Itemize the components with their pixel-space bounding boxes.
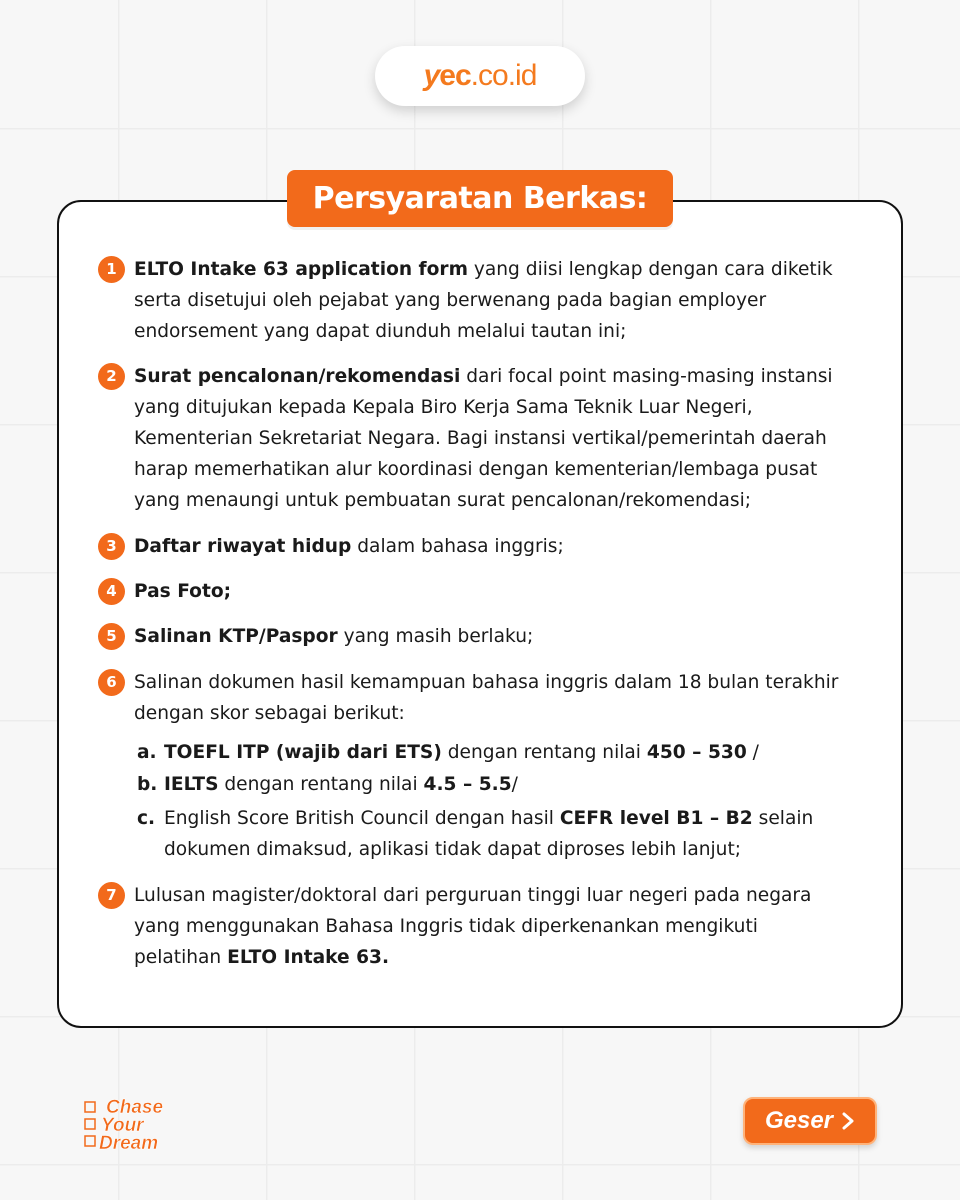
sub-a-bold1: TOEFL ITP (wajib dari ETS) <box>164 742 442 763</box>
req2-bold: Surat pencalonan/rekomendasi <box>134 366 461 387</box>
number-badge: 5 <box>98 623 125 650</box>
req7-bold: ELTO Intake 63. <box>227 947 390 968</box>
number-badge: 3 <box>98 533 125 560</box>
sub-c-bold1: CEFR level B1 – B2 <box>559 808 753 829</box>
next-button[interactable] <box>743 1097 877 1145</box>
next-button-label: Geser <box>764 1107 834 1134</box>
req2-line2: yang ditujukan kepada Kepala Biro Kerja Sama Teknik Luar Negeri, <box>134 397 753 418</box>
req1-line2: serta disetujui oleh pejabat yang berwenang pada bagian employer <box>134 290 767 311</box>
req1-line3: endorsement yang dapat diunduh melalui tautan ini; <box>134 321 627 342</box>
number-badge: 6 <box>98 669 125 696</box>
tagline-chase: Chase <box>106 1097 164 1118</box>
req3-bold: Daftar riwayat hidup <box>134 536 352 557</box>
req6-line1: Salinan dokumen hasil kemampuan bahasa inggris dalam 18 bulan terakhir <box>134 672 839 693</box>
number-badge: 7 <box>98 882 125 909</box>
req7-line1: Lulusan magister/doktoral dari perguruan tinggi luar negeri pada negara <box>134 885 812 906</box>
tagline-dream: Dream <box>99 1133 159 1154</box>
sub-letter: c. <box>137 808 156 829</box>
sub-letter: b. <box>137 774 158 795</box>
number-badge: 2 <box>98 363 125 390</box>
sub-letter: a. <box>137 742 157 763</box>
logo-ec: ec <box>439 59 471 92</box>
sub-a-text1: dengan rentang nilai <box>441 742 647 763</box>
req1-text: yang diisi lengkap dengan cara diketik <box>467 259 833 280</box>
req7-line2: yang menggunakan Bahasa Inggris tidak diperkenankan mengikuti <box>134 916 758 937</box>
logo-y: y <box>423 59 440 92</box>
sub-b-text1: dengan rentang nilai <box>218 774 424 795</box>
sub-b-bold2: 4.5 – 5.5 <box>423 774 512 795</box>
req6-line2: dengan skor sebagai berikut: <box>134 703 405 724</box>
req2-line4: harap memerhatikan alur koordinasi dengan kementerian/lembaga pusat <box>134 459 818 480</box>
tagline-your: Your <box>101 1115 144 1136</box>
req1-bold: ELTO Intake 63 application form <box>134 259 468 280</box>
card-title: Persyaratan Berkas: <box>287 170 673 227</box>
req5-text: yang masih berlaku; <box>337 626 534 647</box>
req7-text: pelatihan <box>134 947 228 968</box>
req2-text: dari focal point masing-masing instansi <box>460 366 833 387</box>
sub-c-text0: English Score British Council dengan hasil <box>164 808 560 829</box>
sub-b-text2: / <box>511 774 518 795</box>
sub-b-bold1: IELTS <box>164 774 219 795</box>
number-badge: 1 <box>98 256 125 283</box>
req2-line3: Kementerian Sekretariat Negara. Bagi instansi vertikal/pemerintah daerah <box>134 428 827 449</box>
chevron-right-icon <box>841 1112 855 1130</box>
number-badge: 4 <box>98 578 125 605</box>
req3-text: dalam bahasa inggris; <box>351 536 564 557</box>
sub-a-bold2: 450 – 530 <box>646 742 747 763</box>
req5-bold: Salinan KTP/Paspor <box>134 626 338 647</box>
sub-c-line2: dokumen dimaksud, aplikasi tidak dapat diproses lebih lanjut; <box>164 839 742 860</box>
logo-domain: .co.id <box>470 59 537 92</box>
sub-a-text2: / <box>746 742 759 763</box>
req2-line5: yang menaungi untuk pembuatan surat pencalonan/rekomendasi; <box>134 490 752 511</box>
chase-your-dream-logo <box>82 1095 192 1155</box>
brand-logo <box>375 46 585 106</box>
sub-c-text1: selain <box>752 808 814 829</box>
req4-bold: Pas Foto; <box>134 581 232 602</box>
